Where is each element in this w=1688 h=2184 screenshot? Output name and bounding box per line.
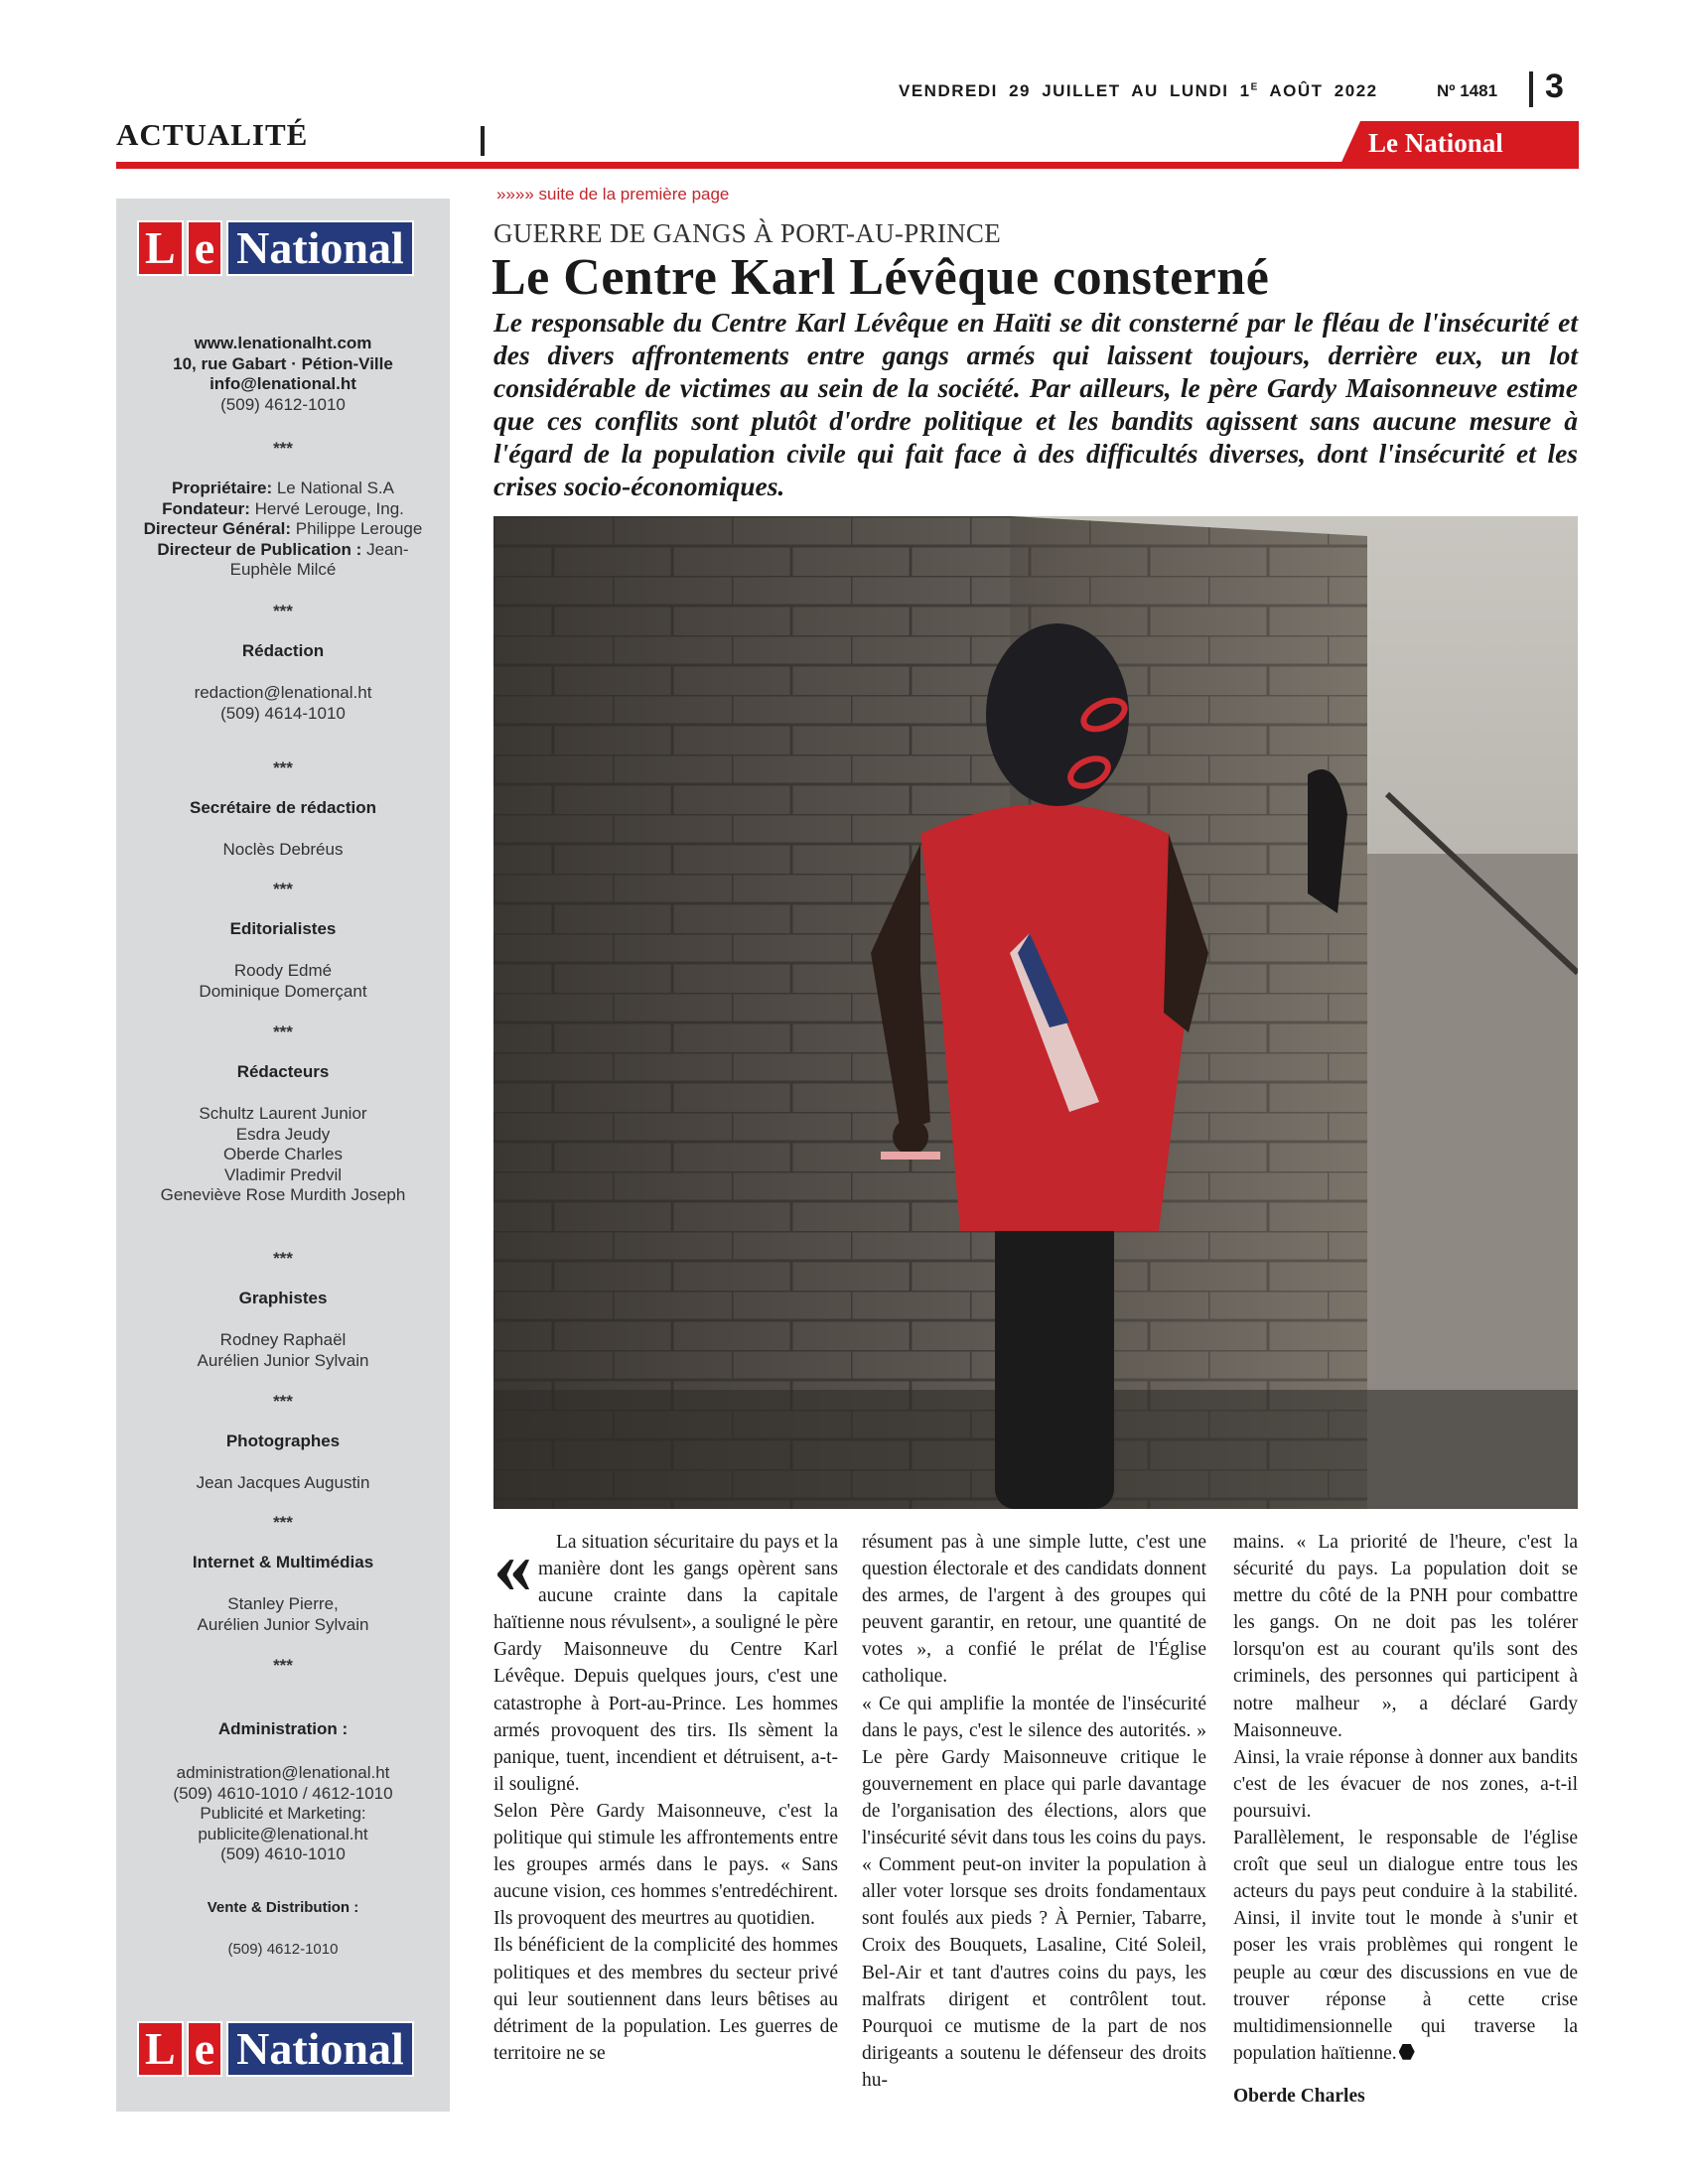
editorialistes-title: Editorialistes	[229, 919, 337, 938]
separator-stars: ***	[273, 1023, 293, 1041]
logo-letter-e: e	[187, 2021, 222, 2077]
logo-word-national: National	[226, 2021, 414, 2077]
article-byline: Oberde Charles	[1233, 2085, 1365, 2107]
publication-logo-top	[137, 220, 414, 276]
administration-title: Administration :	[217, 1719, 349, 1738]
section-divider	[481, 126, 485, 156]
vente-title: Vente & Distribution :	[207, 1899, 359, 1916]
photographes-names: Jean Jacques Augustin	[196, 1473, 370, 1492]
date-superscript: E	[1250, 81, 1259, 93]
separator-stars: ***	[273, 1513, 293, 1532]
separator-stars: ***	[273, 1249, 293, 1268]
article-paragraph: Ainsi, la vraie réponse à donner aux bandits c'est de les évacuer de nos zones, a-t-il poursuivi.	[1233, 1746, 1578, 1822]
end-of-article-mark	[1399, 2044, 1415, 2060]
separator-stars: ***	[273, 1392, 293, 1411]
brand-tab-label: Le National	[1368, 128, 1503, 158]
masthead-value: Le National S.A	[276, 478, 394, 497]
administration-contact: administration@lenational.ht (509) 4610-1010 / 4612-1010 Publicité et Marketing: publicite@lenational.ht (509) 4610-1010	[116, 1763, 450, 1865]
redacteurs-title: Rédacteurs	[236, 1062, 330, 1081]
article-column-1	[493, 1523, 838, 2067]
redaction-email[interactable]: redaction@lenational.ht	[194, 683, 372, 702]
article-photo	[493, 516, 1578, 1509]
separator-stars: ***	[273, 439, 293, 458]
secretaire-name: Noclès Debréus	[222, 840, 344, 859]
editorialistes-names: Roody Edmé Dominique Domerçant	[199, 961, 367, 1001]
masthead-label: Directeur de Publication :	[157, 539, 362, 559]
photographes-title: Photographes	[225, 1432, 341, 1450]
publication-logo-bottom	[137, 2021, 414, 2077]
masthead-list	[116, 478, 450, 581]
masthead-sidebar	[116, 199, 450, 2112]
separator-stars: ***	[273, 602, 293, 620]
article-paragraph: « Comment peut-on inviter la population à aller voter lorsque ses droits fondamentaux sont foulés aux pieds ? À Pernier, Tabarre, Croix des Bouquets, Lasaline, Cité Soleil, Bel-Air et tant d'autres coins du pays, les malfrats dirigent et contrôlent tout. Pourquoi ce mutisme de la part de nos dirigeants a soutenu le défenseur des droits hu-	[862, 1854, 1206, 2091]
contact-block	[116, 334, 450, 415]
redaction-phone: (509) 4614-1010	[220, 703, 346, 723]
vente-phone: (509) 4612-1010	[227, 1941, 339, 1958]
article-paragraph: résument pas à une simple lutte, c'est une question électorale et des candidats donnent des armes, de l'argent à des groupes qui peuvent garantir, en retour, une quantité de votes », a confié le prélat de l'Église catholique.	[862, 1532, 1206, 1688]
article-column-3	[1233, 1529, 1578, 2110]
section-title: ACTUALITÉ	[116, 117, 309, 152]
logo-letter-l: L	[137, 2021, 184, 2077]
article-column-2	[862, 1529, 1206, 2094]
logo-word-national: National	[226, 220, 414, 276]
redaction-contact	[116, 683, 450, 724]
page-number: 3	[1545, 68, 1564, 105]
masthead-label: Directeur Général:	[143, 519, 291, 538]
article-lead: Le responsable du Centre Karl Lévêque en Haïti se dit consterné par le fléau de l'insécurité et des divers affrontements entre gangs armés qui laissent toujours, derrière eux, un lot considérable de victimes au sein de la société. Par ailleurs, le père Gardy Maisonneuve estime que ces conflits sont plutôt d'ordre politique et les bandits agissent sans aucune mesure à l'égard de la population civile qui fait face à des difficultés diverses, dont l'insécurité et les crises socio-économiques.	[493, 307, 1578, 501]
article-paragraph: Ils bénéficient de la complicité des hommes politiques et des membres du secteur privé qui leur soutiennent dans leurs bêtises au détriment de la population. Les guerres de territoire ne se	[493, 1935, 838, 2064]
issue-date: VENDREDI 29 JUILLET AU LUNDI $1^E$ AOÛT 2022	[899, 81, 1378, 100]
secretaire-title: Secrétaire de rédaction	[189, 798, 377, 817]
info-email[interactable]: info@lenational.ht	[210, 374, 356, 393]
page-number-divider	[1529, 71, 1533, 107]
separator-stars: ***	[273, 880, 293, 898]
administration-email[interactable]: administration@lenational.ht	[176, 1763, 390, 1782]
separator-stars: ***	[273, 758, 293, 777]
redacteurs-names: Schultz Laurent Junior Esdra Jeudy Oberde Charles Vladimir Predvil Geneviève Rose Murdith Joseph	[160, 1104, 406, 1204]
masthead-value: Jean-Euphèle Milcé	[229, 539, 409, 579]
internet-names: Stanley Pierre, Aurélien Junior Sylvain	[197, 1594, 369, 1634]
graphistes-names: Rodney Raphaël Aurélien Junior Sylvain	[197, 1330, 369, 1370]
logo-letter-e: e	[187, 220, 222, 276]
continued-from-front-page: »»»» suite de la première page	[496, 185, 730, 204]
issue-number: Nº 1481	[1437, 81, 1498, 100]
logo-letter-l: L	[137, 220, 184, 276]
article-kicker: GUERRE DE GANGS À PORT-AU-PRINCE	[493, 218, 1002, 248]
address: 10, rue Gabart · Pétion-Ville	[173, 353, 393, 373]
masthead-value: Hervé Lerouge, Ing.	[254, 498, 404, 518]
masthead-value: Philippe Lerouge	[295, 519, 423, 538]
graphistes-title: Graphistes	[238, 1289, 328, 1307]
redaction-title: Rédaction	[241, 641, 325, 660]
drop-quote-mark: «	[493, 1523, 532, 1609]
article-paragraph: « Ce qui amplifie la montée de l'insécurité dans le pays, c'est le silence des autorités. » Le père Gardy Maisonneuve critique le gouvernement en place qui parle davantage de l'organisation des élections, alors que l'insécurité sévit dans tous les coins du pays.	[862, 1693, 1206, 1849]
separator-stars: ***	[273, 1656, 293, 1675]
article-paragraph: mains. « La priorité de l'heure, c'est la sécurité du pays. La population doit se mettre du côté de la PNH pour combattre les gangs. On ne doit pas les tolérer lorsqu'on est au courant qu'ils sont des criminels, des personnes qui participent à notre malheur », a déclaré Gardy Maisonneuve.	[1233, 1532, 1578, 1741]
website-link[interactable]: www.lenationalht.com	[194, 334, 372, 352]
article-paragraph: La situation sécuritaire du pays et la manière dont les gangs opèrent sans aucune crainte dans la capitale haïtienne nous révulsent», a souligné le père Gardy Maisonneuve du Centre Karl Lévêque. Depuis quelques jours, c'est une catastrophe à Port-au-Prince. Les hommes armés provoquent des tirs. Ils sèment la panique, tuent, incendient et détruisent, a-t-il souligné.	[493, 1532, 838, 1795]
masthead-label: Fondateur:	[162, 498, 250, 518]
article-paragraph: Parallèlement, le responsable de l'église croît que seul un dialogue entre tous les acteurs du pays peut conduire à la stabilité. Ainsi, il invite tout le monde à s'unir et poser les vrais problèmes qui rongent le peuple au cœur des discussions en vue de trouver réponse à cette crise multidimensionnelle qui traverse la population haïtienne.	[1233, 1828, 1578, 2064]
internet-title: Internet & Multimédias	[192, 1553, 374, 1571]
publicite-email[interactable]: publicite@lenational.ht	[198, 1824, 368, 1843]
masthead-label: Propriétaire:	[172, 478, 273, 497]
main-phone: (509) 4612-1010	[220, 394, 346, 414]
article-paragraph: Selon Père Gardy Maisonneuve, c'est la politique qui stimule les affrontements entre les groupes armés dans le pays. « Sans aucune vision, ces hommes s'entredéchirent. Ils provoquent des meurtres au quotidien.	[493, 1800, 838, 1930]
article-headline: Le Centre Karl Lévêque consterné	[492, 249, 1270, 306]
